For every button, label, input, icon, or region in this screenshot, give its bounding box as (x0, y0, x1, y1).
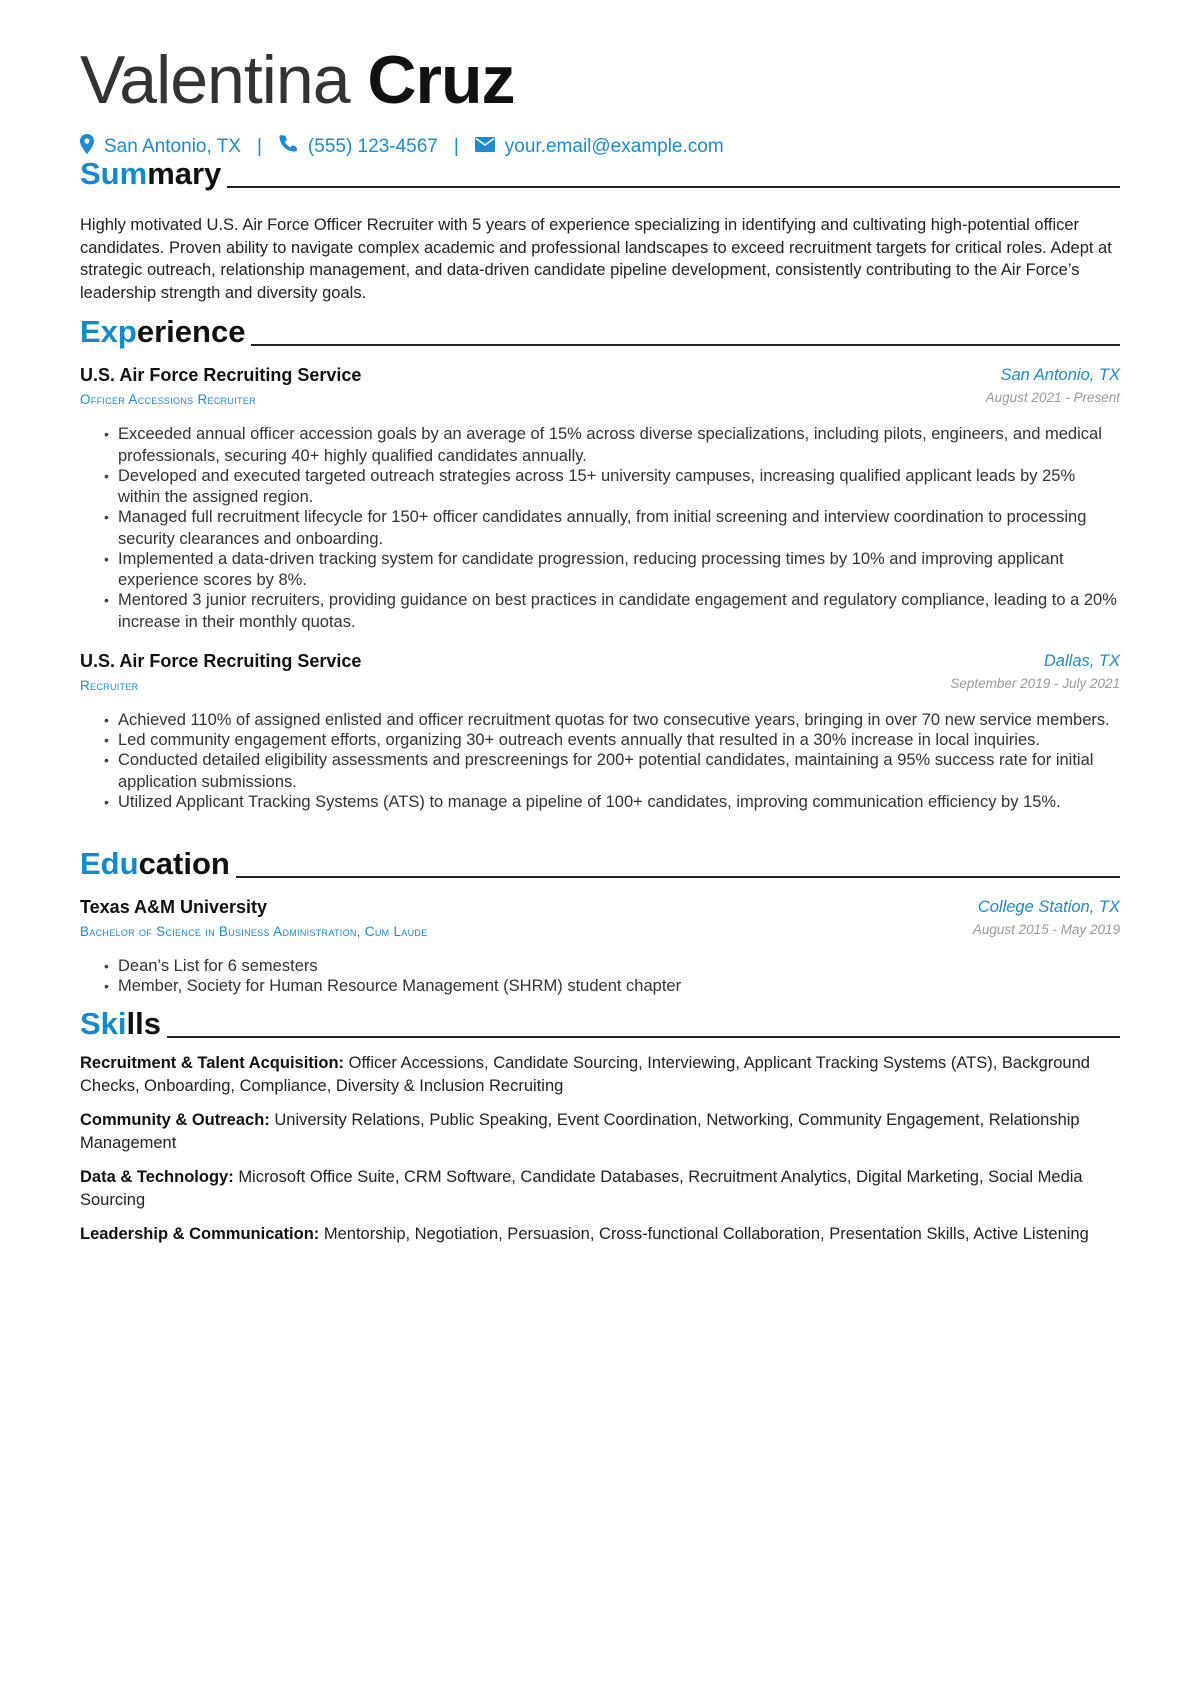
skill-group (80, 1109, 1120, 1154)
skill-group-label: Recruitment & Talent Acquisition: (80, 1054, 345, 1072)
list-item: • Implemented a data-driven tracking system for candidate progression, reducing processing times by 10% and improving applicant experience scores by 8%. (104, 549, 1120, 592)
list-item: • Exceeded annual officer accession goals by an average of 15% across diverse specializations, including pilots, engineers, and medical professionals, securing 40+ highly qualified candidates annually. (104, 424, 1120, 467)
skill-group-items: Officer Accessions, Candidate Sourcing, Interviewing, Applicant Tracking Systems (ATS), Background Checks, Onboarding, Compliance, Diversity & Inclusion Recruiting (80, 1054, 1090, 1095)
list-item: • Developed and executed targeted outreach strategies across 15+ university campuses, increasing qualified applicant leads by 25% within the assigned region. (104, 466, 1120, 509)
education-title-rest: cation (138, 846, 230, 881)
contact-separator: | (453, 136, 459, 157)
section-divider (251, 344, 1120, 346)
list-item: • Member, Society for Human Resource Management (SHRM) student chapter (104, 976, 1120, 998)
education-bullets (104, 956, 1120, 996)
section-divider (167, 1036, 1120, 1038)
job-dates: September 2019 - July 2021 (950, 676, 1120, 691)
skills-heading (80, 1006, 1120, 1042)
list-item: • Led community engagement efforts, organizing 30+ outreach events annually that resulted in a 30% increase in local inquiries. (104, 730, 1120, 752)
list-item: • Achieved 110% of assigned enlisted and officer recruitment quotas for two consecutive years, bringing in over 70 new service members. (104, 710, 1120, 732)
job-dates: August 2021 - Present (985, 390, 1120, 405)
skill-group-items: University Relations, Public Speaking, Event Coordination, Networking, Community Engagement, Relationship Management (80, 1111, 1080, 1152)
skill-group (80, 1223, 1120, 1246)
summary-text: Highly motivated U.S. Air Force Officer Recruiter with 5 years of experience specializing in identifying and cultivating high-potential officer candidates. Proven ability to navigate complex academic and professional landscapes to exceed recruitment targets for critical roles. Adept at strategic outreach, relationship management, and data-driven candidate pipeline development, consistently contributing to the Air Force’s leadership strength and diversity goals. (80, 216, 1112, 302)
skill-group-label: Data & Technology: (80, 1168, 234, 1186)
education-title-accent: Edu (80, 846, 139, 881)
skill-group-label: Leadership & Communication: (80, 1225, 320, 1243)
envelope-icon (475, 136, 495, 158)
email-link[interactable]: your.email@example.com (504, 136, 724, 157)
first-name: Valentina (80, 42, 350, 118)
list-item: • Conducted detailed eligibility assessments and prescreenings for 200+ potential candidates, maintaining a 95% success rate for initial application submissions. (104, 750, 1120, 793)
list-item: • Utilized Applicant Tracking Systems (ATS) to manage a pipeline of 100+ candidates, improving communication efficiency by 15%. (104, 792, 1120, 814)
job-role: Recruiter (80, 678, 139, 693)
section-divider (236, 876, 1120, 878)
experience-title-rest: erience (136, 314, 246, 349)
summary-heading (80, 156, 1120, 192)
skill-group (80, 1052, 1120, 1097)
list-item: • Managed full recruitment lifecycle for 150+ officer candidates annually, from initial screening and interview coordination to processing security clearances and onboarding. (104, 507, 1120, 550)
job-location: Dallas, TX (1043, 652, 1120, 670)
skill-group-items: Mentorship, Negotiation, Persuasion, Cross-functional Collaboration, Presentation Skills, Active Listening (323, 1225, 1089, 1243)
summary-title-rest: mary (147, 156, 222, 191)
skills-title-rest: lls (126, 1006, 161, 1041)
candidate-name (80, 40, 515, 120)
contact-separator: | (256, 136, 262, 157)
job-org: U.S. Air Force Recruiting Service (80, 365, 362, 385)
school-name: Texas A&M University (80, 897, 268, 917)
skill-group-items: Microsoft Office Suite, CRM Software, Candidate Databases, Recruitment Analytics, Digital Marketing, Social Media Sourcing (80, 1168, 1083, 1209)
job-location: San Antonio, TX (1000, 366, 1120, 384)
experience-title-accent: Exp (80, 314, 137, 349)
skills-title-accent: Ski (80, 1006, 127, 1041)
contact-email[interactable] (475, 136, 724, 158)
job-org: U.S. Air Force Recruiting Service (80, 651, 362, 671)
skill-group (80, 1166, 1120, 1211)
experience-heading (80, 314, 1120, 350)
location-text: San Antonio, TX (104, 136, 241, 157)
skill-group-label: Community & Outreach: (80, 1111, 270, 1129)
last-name: Cruz (367, 42, 515, 118)
list-item: • Mentored 3 junior recruiters, providing guidance on best practices in candidate engagement and regulatory compliance, leading to a 20% increase in their monthly quotas. (104, 590, 1120, 633)
phone-text: (555) 123-4567 (307, 136, 438, 157)
list-item: • Dean’s List for 6 semesters (104, 956, 1120, 978)
job-role: Officer Accessions Recruiter (80, 392, 256, 407)
summary-title-accent: Sum (80, 156, 148, 191)
job-bullets (104, 424, 1120, 632)
education-dates: August 2015 - May 2019 (972, 922, 1120, 937)
section-divider (227, 186, 1120, 188)
degree: Bachelor of Science in Business Administration, Cum Laude (80, 924, 428, 939)
school-location: College Station, TX (977, 898, 1120, 916)
job-bullets (104, 710, 1120, 812)
education-heading (80, 846, 1120, 882)
